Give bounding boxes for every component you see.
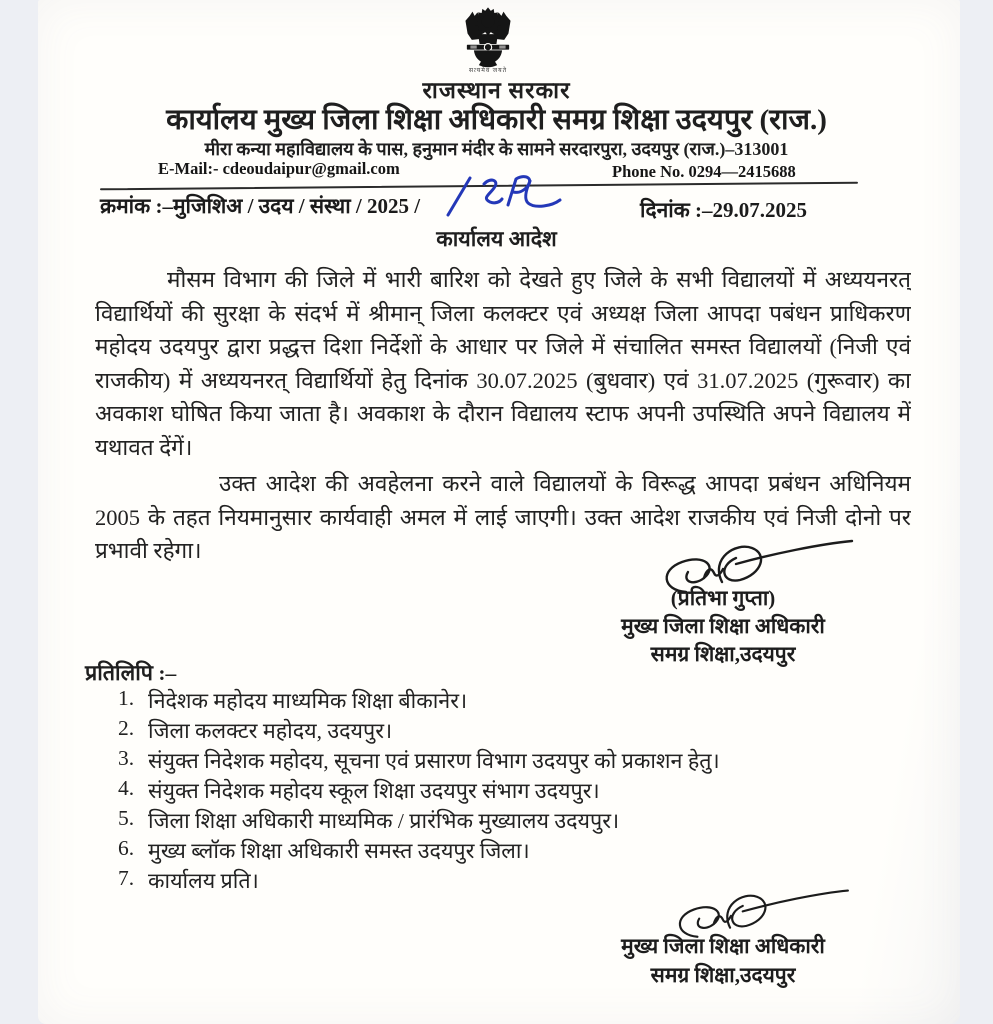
signatory2-designation: मुख्य जिला शिक्षा अधिकारी: [621, 934, 825, 958]
order-paragraph-2: उक्त आदेश की अवहेलना करने वाले विद्यालयों के विरूद्ध आपदा प्रबंधन अधिनियम 2005 के तहत नियमानुसार कार्यवाही अमल में लाई जाएगी। उक्त आदेश राजकीय एवं निजी दोनो पर प्रभावी रहेगा।: [95, 471, 911, 563]
copy-number: 6.: [118, 836, 135, 860]
copies-heading: प्रतिलिपि :–: [85, 661, 177, 685]
copy-number: 2.: [118, 716, 135, 740]
copy-number: 5.: [118, 806, 135, 830]
copy-text: कार्यालय प्रति।: [148, 869, 259, 893]
copy-number: 7.: [118, 866, 135, 890]
copy-item-4: [118, 776, 878, 806]
signatory-designation: मुख्य जिला शिक्षा अधिकारी: [621, 614, 825, 638]
issue-date: दिनांक :–29.07.2025: [640, 198, 808, 222]
copy-item-3: [118, 746, 878, 776]
copy-text: निदेशक महोदय माध्यमिक शिक्षा बीकानेर।: [148, 689, 468, 713]
copy-text: संयुक्त निदेशक महोदय, सूचना एवं प्रसारण विभाग उदयपुर को प्रकाशन हेतु।: [148, 749, 720, 773]
phone-line: Phone No. 0294—2415688: [612, 162, 796, 181]
copy-text: जिला शिक्षा अधिकारी माध्यमिक / प्रारंभिक मुख्यालय उदयपुर।: [148, 809, 620, 833]
order-heading: कार्यालय आदेश: [436, 227, 557, 251]
office-title: कार्यालय मुख्य जिला शिक्षा अधिकारी समग्र शिक्षा उदयपुर (राज.): [166, 104, 827, 136]
order-paragraph-1: मौसम विभाग की जिले में भारी बारिश को देखते हुए जिले के सभी विद्यालयों में अध्ययनरत् विद्यार्थियों की सुरक्षा के संदर्भ में श्रीमान् जिला कलक्टर एवं अध्यक्ष जिला आपदा पबंधन प्राधिकरण महोदय उदयपुर द्वारा प्रद्धत्त दिशा निर्देशों के आधार पर जिले में संचालित समस्त विद्यालयों (निजी एवं राजकीय) में अध्ययनरत् विद्यार्थियों हेतु दिनांक 30.07.2025 (बुधवार) एवं 31.07.2025 (गुरूवार) का अवकाश घोषित किया जाता है। अवकाश के दौरान विद्यालय स्टाफ अपनी उपस्थिति अपने विद्यालय में यथावत देंगें।: [95, 267, 911, 460]
email-line: E-Mail:- cdeoudaipur@gmail.com: [158, 159, 400, 178]
copy-item-2: [118, 716, 878, 746]
copy-text: संयुक्त निदेशक महोदय स्कूल शिक्षा उदयपुर संभाग उदयपुर।: [148, 779, 600, 803]
signatory-name: (प्रतिभा गुप्ता): [670, 586, 776, 610]
office-address: मीरा कन्या महाविद्यालय के पास, हनुमान मंदीर के सामने सरदारपुरा, उदयपुर (राज.)–313001: [204, 139, 789, 159]
copy-text: मुख्य ब्लॉक शिक्षा अधिकारी समस्त उदयपुर जिला।: [148, 839, 530, 863]
copy-number: 1.: [118, 686, 135, 710]
copy-item-5: [118, 806, 878, 836]
ashoka-emblem-icon: [452, 6, 524, 68]
copy-number: 4.: [118, 776, 135, 800]
copy-item-1: [118, 686, 878, 716]
signatory-office: समग्र शिक्षा,उदयपुर: [650, 642, 796, 666]
government-name: राजस्थान सरकार: [422, 78, 571, 103]
handwritten-mark-icon: [444, 171, 564, 219]
copy-item-6: [118, 836, 878, 866]
copy-number: 3.: [118, 746, 135, 770]
emblem-motto: सत्यमेव जयते: [468, 68, 508, 74]
copy-text: जिला कलक्टर महोदय, उदयपुर।: [148, 719, 393, 743]
reference-number: क्रमांक :–मुजिशिअ / उदय / संस्था / 2025 /: [100, 194, 421, 218]
signatory2-office: समग्र शिक्षा,उदयपुर: [650, 963, 796, 987]
